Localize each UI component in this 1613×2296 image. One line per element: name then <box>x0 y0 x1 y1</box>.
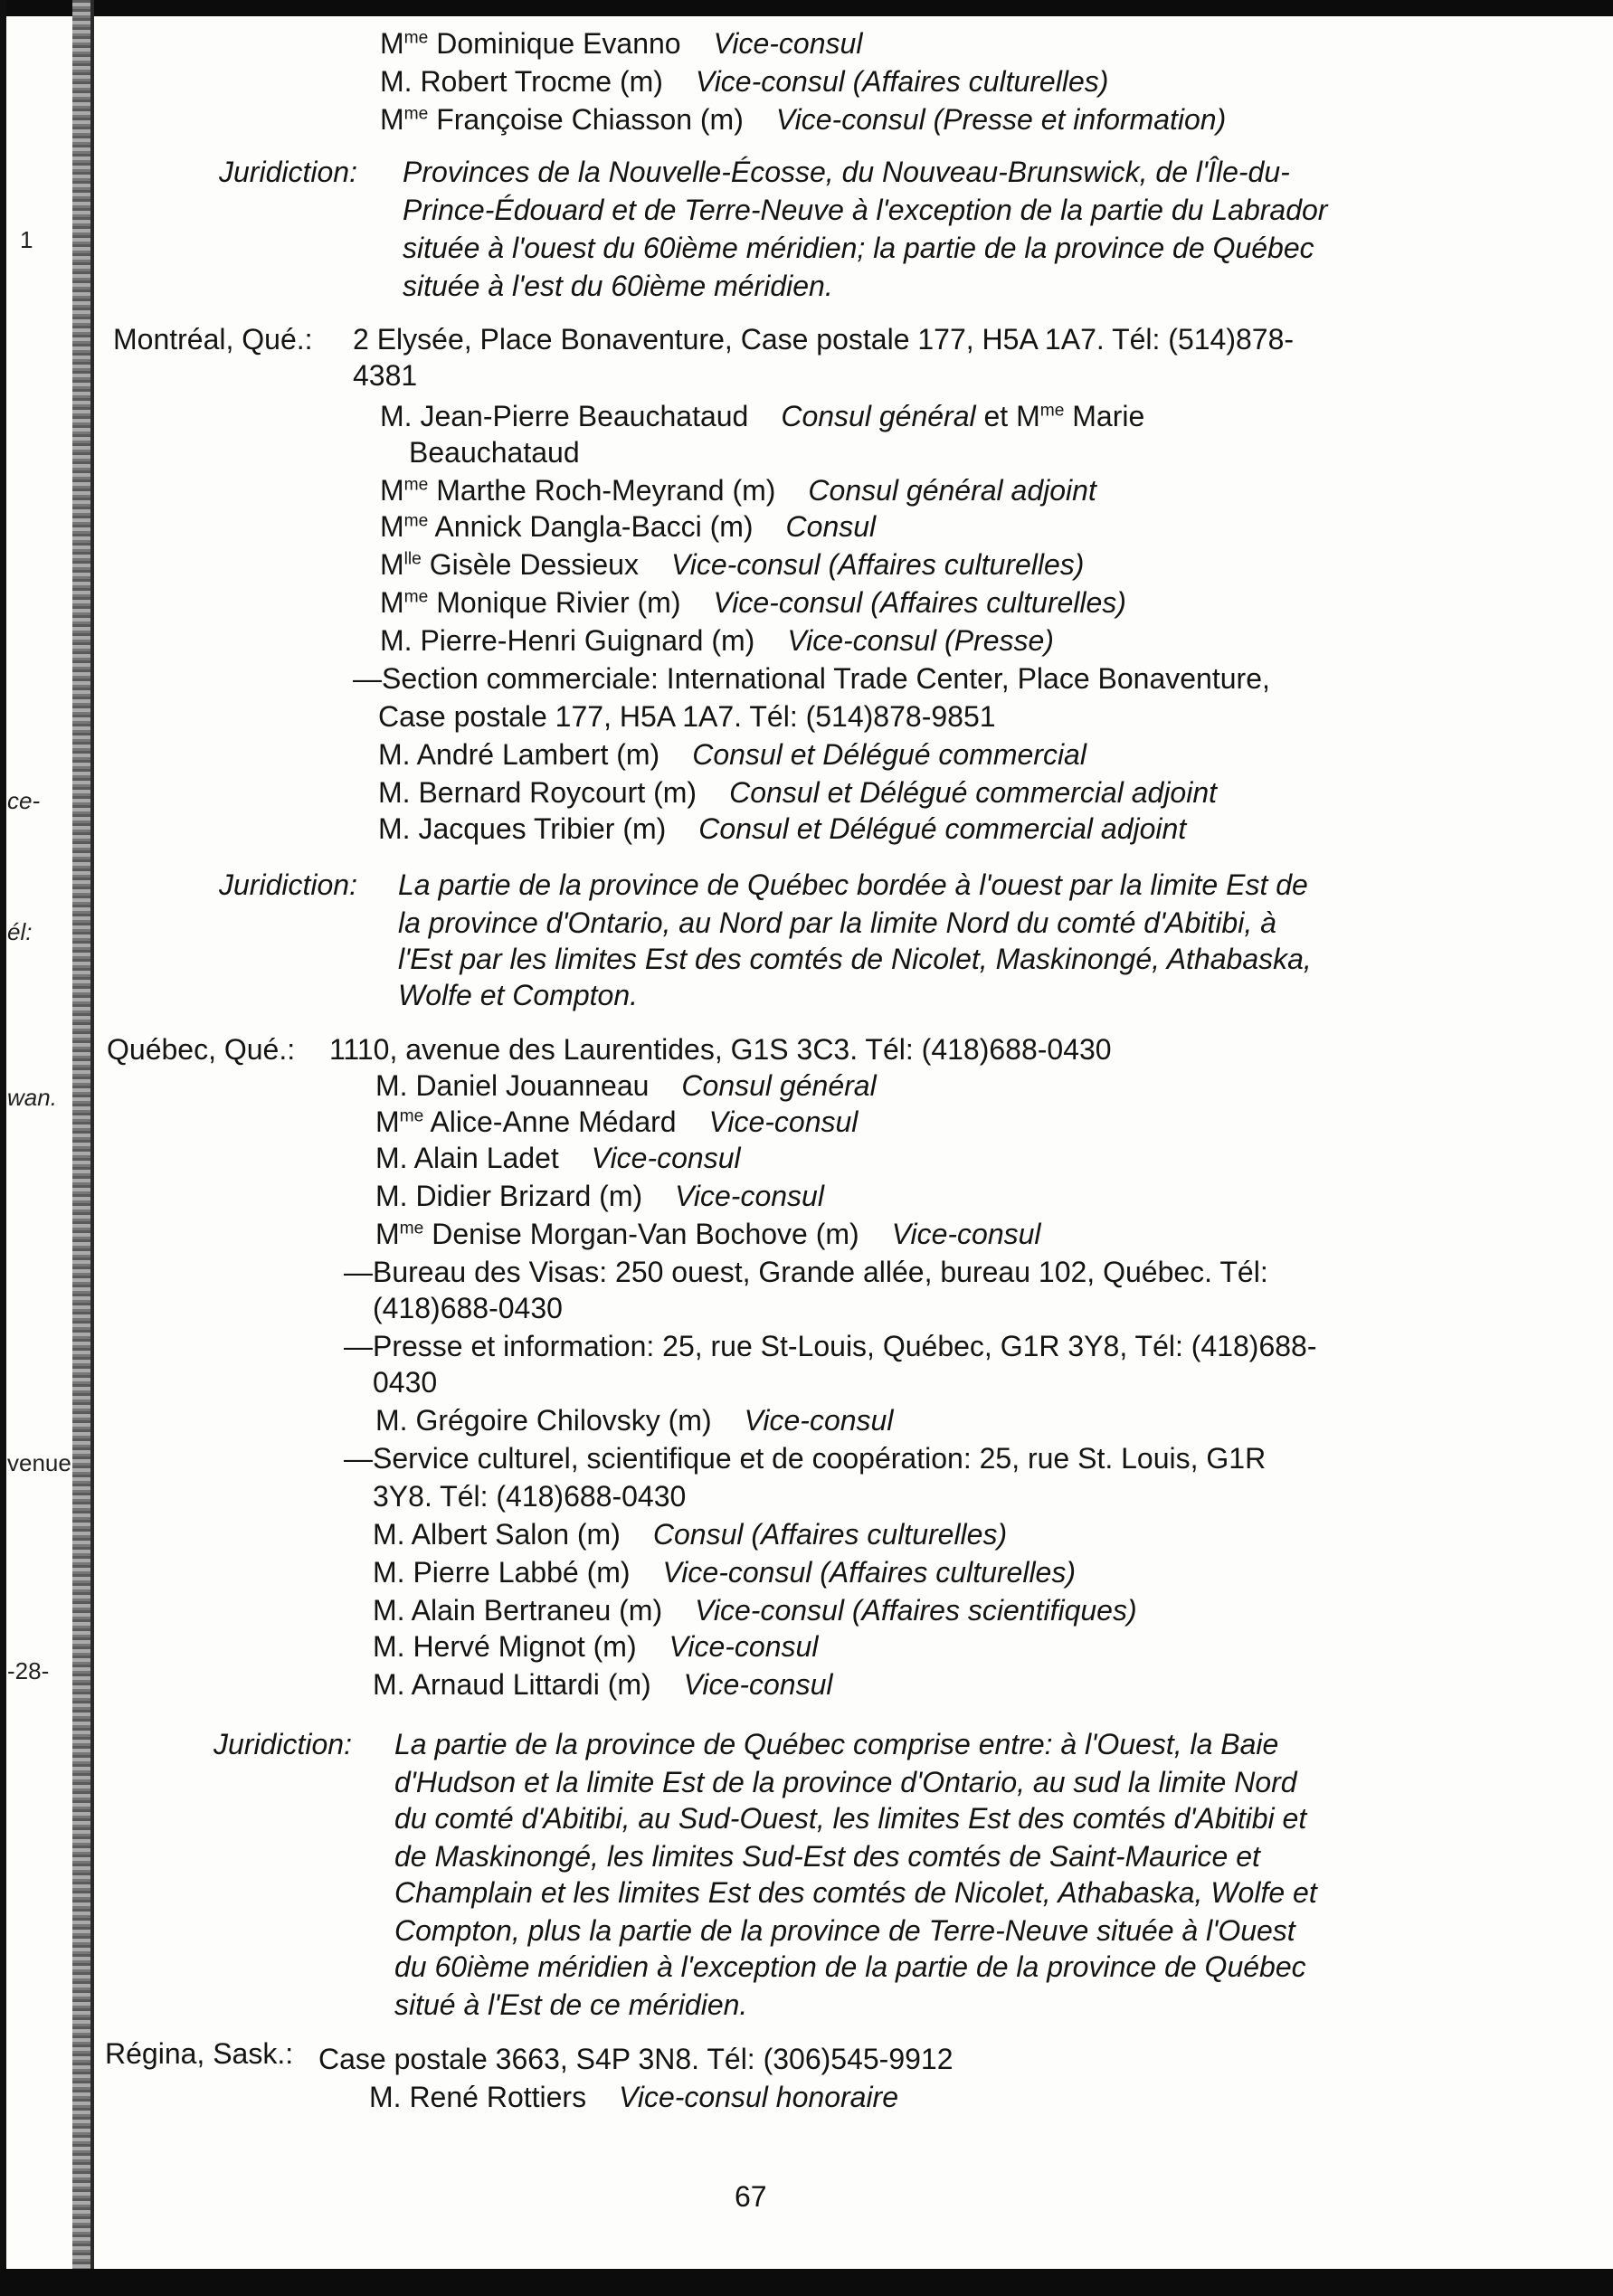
section-heading: —Section commerciale: International Trade Center, Place Bonaventure, <box>353 662 1270 695</box>
jurisdiction-text: Compton, plus la partie de la province de Terre-Neuve située à l'Ouest <box>394 1914 1295 1947</box>
address: Case postale 3663, S4P 3N8. Tél: (306)545-9912 <box>318 2043 954 2075</box>
staff-entry: M. Grégoire Chilovsky (m) Vice-consul <box>375 1404 894 1437</box>
address: 3Y8. Tél: (418)688-0430 <box>373 1480 687 1513</box>
jurisdiction-text: La partie de la province de Québec comprise entre: à l'Ouest, la Baie <box>394 1728 1279 1760</box>
staff-entry: M. Jacques Tribier (m) Consul et Délégué commercial adjoint <box>378 812 1187 845</box>
staff-entry: $M^{lle}$ Gisèle Dessieux Vice-consul (Affaires culturelles) <box>380 548 1085 581</box>
staff-entry: M. Didier Brizard (m) Vice-consul <box>375 1180 824 1212</box>
city-label: Régina, Sask.: <box>105 2037 294 2070</box>
staff-entry-continued: Beauchataud <box>409 436 580 469</box>
bottom-scan-border <box>0 2269 1613 2296</box>
section-heading: —Presse et information: 25, rue St-Louis, Québec, G1R 3Y8, Tél: (418)688- <box>344 1330 1317 1362</box>
jurisdiction-text: La partie de la province de Québec bordée à l'ouest par la limite Est de <box>398 868 1308 901</box>
binding-rule <box>90 0 94 2269</box>
binding-spine <box>72 0 90 2296</box>
jurisdiction-text: du comté d'Abitibi, au Sud-Ouest, les limites Est des comtés d'Abitibi et <box>394 1802 1307 1835</box>
jurisdiction-text: d'Hudson et la limite Est de la province d'Ontario, au sud la limite Nord <box>394 1766 1297 1798</box>
left-scan-edge <box>0 0 6 2296</box>
section-heading: —Service culturel, scientifique et de coopération: 25, rue St. Louis, G1R <box>344 1442 1267 1475</box>
staff-entry: M. Pierre Labbé (m) Vice-consul (Affaires culturelles) <box>373 1556 1076 1589</box>
jurisdiction-label: Juridiction: <box>213 1728 352 1760</box>
address: Case postale 177, H5A 1A7. Tél: (514)878-9851 <box>378 700 996 733</box>
staff-entry: $M^{me}$ Dominique Evanno Vice-consul <box>380 27 863 60</box>
jurisdiction-text: de Maskinongé, les limites Sud-Est des comtés de Saint-Maurice et <box>394 1840 1260 1873</box>
section-heading: —Bureau des Visas: 250 ouest, Grande allée, bureau 102, Québec. Tél: <box>344 1256 1268 1288</box>
staff-entry: $M^{me}$ Françoise Chiasson (m) Vice-consul (Presse et information) <box>380 103 1227 136</box>
staff-entry: M. Alain Ladet Vice-consul <box>375 1142 741 1174</box>
address: 1110, avenue des Laurentides, G1S 3C3. Tél: (418)688-0430 <box>329 1033 1112 1066</box>
margin-fragment: -28- <box>7 1657 50 1684</box>
jurisdiction-text: du 60ième méridien à l'exception de la partie de la province de Québec <box>394 1950 1306 1983</box>
staff-entry: M. Jean-Pierre Beauchataud Consul général et $M^{me}$ Marie <box>380 400 1145 432</box>
staff-entry: $M^{me}$ Annick Dangla-Bacci (m) Consul <box>380 510 877 543</box>
margin-fragment: 1 <box>20 226 33 253</box>
margin-fragment: venue <box>7 1449 71 1476</box>
address: 4381 <box>353 359 418 392</box>
jurisdiction-text: située à l'ouest du 60ième méridien; la partie de la province de Québec <box>403 232 1314 264</box>
page-number: 67 <box>735 2180 767 2213</box>
staff-entry: $M^{me}$ Monique Rivier (m) Vice-consul (Affaires culturelles) <box>380 586 1126 619</box>
jurisdiction-text: la province d'Ontario, au Nord par la limite Nord du comté d'Abitibi, à <box>398 906 1276 939</box>
city-label: Montréal, Qué.: <box>113 323 313 356</box>
address: 2 Elysée, Place Bonaventure, Case postale 177, H5A 1A7. Tél: (514)878- <box>353 323 1295 356</box>
jurisdiction-text: Champlain et les limites Est des comtés de Nicolet, Athabaska, Wolfe et <box>394 1876 1317 1909</box>
staff-entry: M. André Lambert (m) Consul et Délégué commercial <box>378 738 1086 771</box>
staff-entry: M. Hervé Mignot (m) Vice-consul <box>373 1630 819 1663</box>
staff-entry: M. Robert Trocme (m) Vice-consul (Affaires culturelles) <box>380 65 1109 98</box>
staff-entry: M. Bernard Roycourt (m) Consul et Délégué commercial adjoint <box>378 776 1218 809</box>
address: (418)688-0430 <box>373 1292 563 1324</box>
jurisdiction-text: l'Est par les limites Est des comtés de Nicolet, Maskinongé, Athabaska, <box>398 943 1312 975</box>
staff-entry: $M^{me}$ Alice-Anne Médard Vice-consul <box>375 1105 859 1138</box>
jurisdiction-label: Juridiction: <box>219 868 357 901</box>
staff-entry: M. Daniel Jouanneau Consul général <box>375 1069 877 1102</box>
jurisdiction-text: Prince-Édouard et de Terre-Neuve à l'exception de la partie du Labrador <box>403 194 1328 226</box>
staff-entry: $M^{me}$ Marthe Roch-Meyrand (m) Consul général adjoint <box>380 474 1096 507</box>
margin-fragment: él: <box>7 918 33 945</box>
jurisdiction-text: Wolfe et Compton. <box>398 979 638 1011</box>
jurisdiction-label: Juridiction: <box>219 156 357 188</box>
margin-fragment: ce- <box>7 787 41 814</box>
margin-fragment: wan. <box>7 1084 57 1111</box>
staff-entry: M. Albert Salon (m) Consul (Affaires culturelles) <box>373 1518 1008 1551</box>
staff-entry: M. Pierre-Henri Guignard (m) Vice-consul (Presse) <box>380 624 1054 657</box>
top-scan-border <box>0 0 1613 16</box>
jurisdiction-text: située à l'est du 60ième méridien. <box>403 270 833 302</box>
jurisdiction-text: Provinces de la Nouvelle-Écosse, du Nouveau-Brunswick, de l'Île-du- <box>403 156 1290 188</box>
staff-entry: $M^{me}$ Denise Morgan-Van Bochove (m) Vice-consul <box>375 1218 1041 1250</box>
jurisdiction-text: situé à l'Est de ce méridien. <box>394 1988 748 2021</box>
staff-entry: M. Arnaud Littardi (m) Vice-consul <box>373 1668 833 1701</box>
staff-entry: M. Alain Bertraneu (m) Vice-consul (Affaires scientifiques) <box>373 1594 1137 1627</box>
staff-entry: M. René Rottiers Vice-consul honoraire <box>369 2081 898 2113</box>
address: 0430 <box>373 1366 438 1399</box>
city-label: Québec, Qué.: <box>107 1033 296 1066</box>
